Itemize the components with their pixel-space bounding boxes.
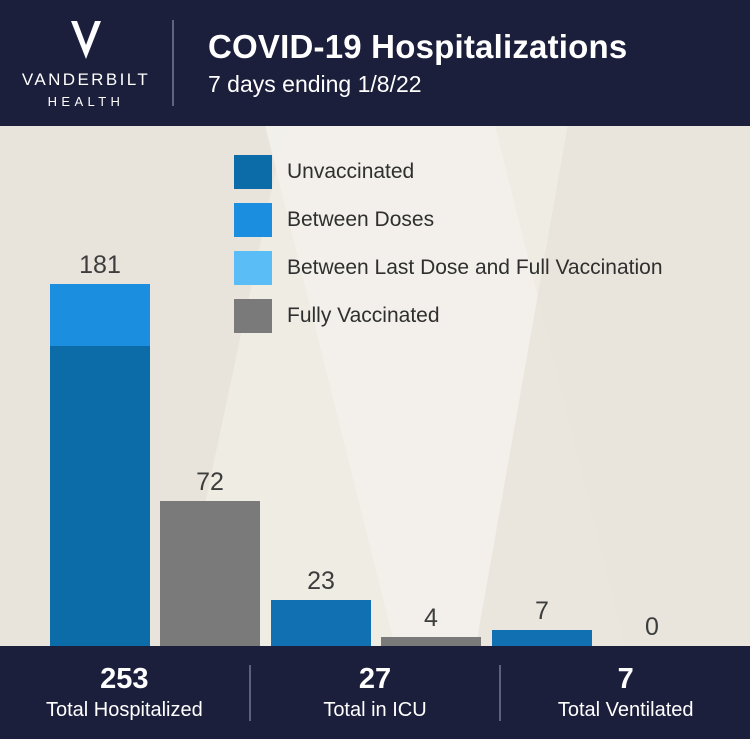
header-titles <box>174 29 627 98</box>
footer-divider <box>499 665 501 721</box>
legend-swatch-between-doses <box>234 203 272 237</box>
legend-item-label: Between Doses <box>287 208 435 231</box>
logo-subtext: HEALTH <box>47 93 125 109</box>
bar-hospitalized-fully-vaccinated <box>160 468 260 646</box>
footer-stat-value: 253 <box>100 663 149 696</box>
legend-item-label: Fully Vaccinated <box>287 304 440 327</box>
header-bar <box>0 0 750 126</box>
bar-hospitalized-unvaccinated-segment-1 <box>50 346 150 646</box>
bar-ventilated-unvaccinated-value-label: 7 <box>535 597 549 625</box>
header-divider <box>172 20 174 106</box>
vanderbilt-v-icon <box>63 17 109 63</box>
legend-item-label: Between Last Dose and Full Vaccination <box>287 256 663 279</box>
vanderbilt-health-logo <box>0 0 172 126</box>
bar-icu-unvaccinated-value-label: 23 <box>307 567 335 595</box>
footer-divider <box>249 665 251 721</box>
legend-item-3 <box>234 299 663 333</box>
legend-swatch-between-last-dose <box>234 251 272 285</box>
bar-icu-unvaccinated-segment-0 <box>271 600 371 646</box>
bar-hospitalized-fully-vaccinated-value-label: 72 <box>196 468 224 496</box>
bar-hospitalized-fully-vaccinated-segment-0 <box>160 501 260 646</box>
footer-stat-0 <box>0 663 249 721</box>
footer-stat-2 <box>501 663 750 721</box>
legend-item-1 <box>234 203 663 237</box>
bar-icu-unvaccinated <box>271 567 371 646</box>
legend-item-2 <box>234 251 663 285</box>
legend-item-0 <box>234 155 663 189</box>
legend-item-label: Unvaccinated <box>287 160 415 183</box>
footer-stat-label: Total in ICU <box>323 698 427 721</box>
bar-ventilated-fully-vaccinated-value-label: 0 <box>645 613 659 641</box>
logo-wordmark: VANDERBILT <box>21 70 151 90</box>
bar-hospitalized-unvaccinated <box>50 251 150 646</box>
bar-icu-fully-vaccinated <box>381 604 481 646</box>
chart-area <box>0 126 750 646</box>
legend-swatch-fully-vaccinated <box>234 299 272 333</box>
footer-summary-bar <box>0 646 750 739</box>
bar-ventilated-unvaccinated <box>492 597 592 646</box>
footer-stat-label: Total Ventilated <box>557 698 694 721</box>
bar-icu-fully-vaccinated-segment-0 <box>381 637 481 646</box>
bar-hospitalized-unvaccinated-value-label: 181 <box>79 251 121 279</box>
footer-stat-1 <box>251 663 500 721</box>
legend-swatch-unvaccinated <box>234 155 272 189</box>
page-subtitle: 7 days ending 1/8/22 <box>208 71 422 97</box>
footer-stat-value: 27 <box>358 663 392 696</box>
bar-icu-fully-vaccinated-value-label: 4 <box>424 604 438 632</box>
page-title: COVID-19 Hospitalizations <box>208 27 628 65</box>
bar-hospitalized-unvaccinated-segment-0 <box>50 284 150 346</box>
bar-ventilated-unvaccinated-segment-0 <box>492 630 592 646</box>
chart-legend <box>234 155 663 347</box>
footer-stat-value: 7 <box>617 663 634 696</box>
footer-stat-label: Total Hospitalized <box>45 698 203 721</box>
